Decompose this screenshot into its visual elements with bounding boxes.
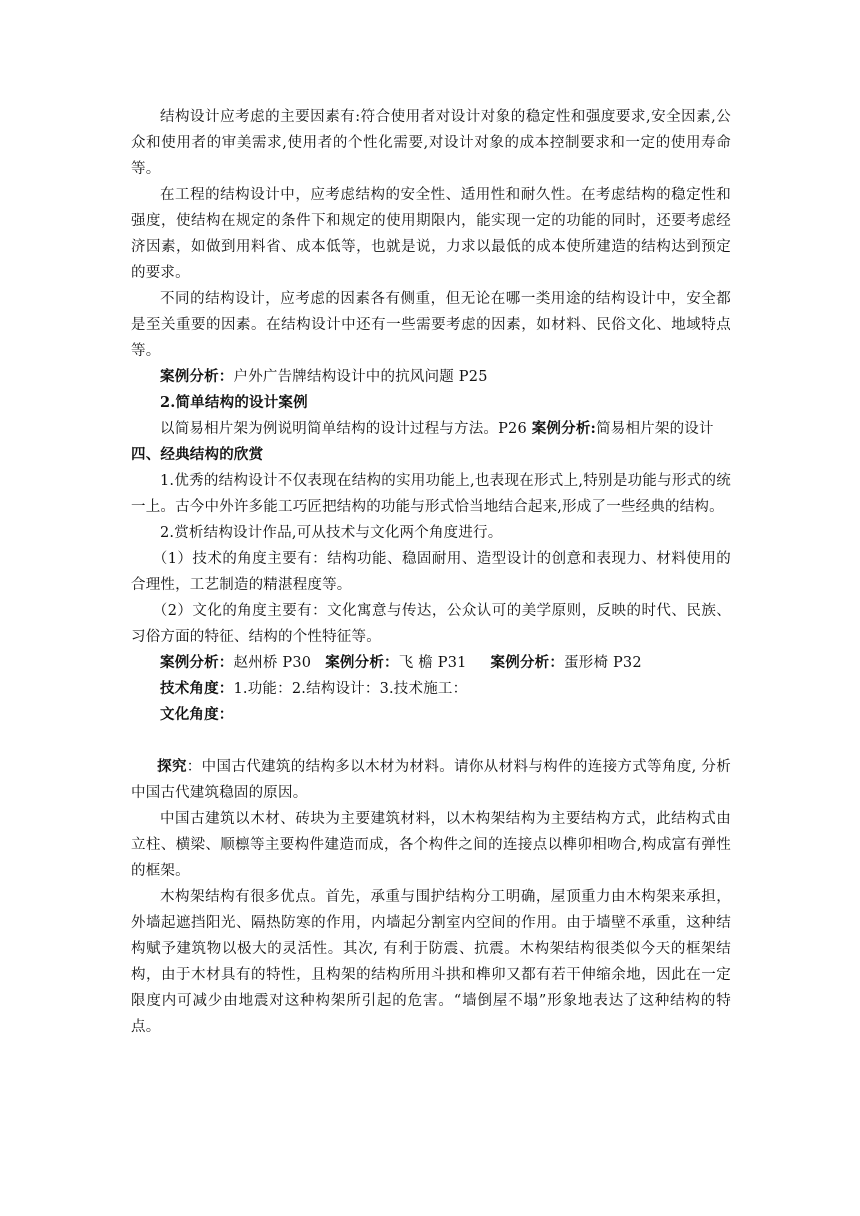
- case-flying-eaves: 飞 檐 P31: [398, 655, 467, 671]
- document-body: [131, 104, 731, 1040]
- paragraph-cultural-angle: （2）文化的角度主要有：文化寓意与传达，公众认可的美学原则，反映的时代、民族、习俗方面的特征、结构的个性特征等。: [131, 603, 731, 645]
- paragraph-classic-design: 1.优秀的结构设计不仅表现在结构的实用功能上,也表现在形式上,特别是功能与形式的统一上。古今中外许多能工巧匠把结构的功能与形式恰当地结合起来,形成了一些经典的结构。: [131, 473, 731, 515]
- paragraph-different-designs: 不同的结构设计，应考虑的因素各有侧重，但无论在哪一类用途的结构设计中，安全都是至关重要的因素。在结构设计中还有一些需要考虑的因素，如材料、民俗文化、地域特点等。: [131, 291, 731, 359]
- paragraph-technical-angle: （1）技术的角度主要有：结构功能、稳固耐用、造型设计的创意和表现力、材料使用的合理性，工艺制造的精湛程度等。: [131, 551, 731, 593]
- cultural-angle-line: [131, 702, 731, 728]
- photo-frame-text: 以简易相片架为例说明简单结构的设计过程与方法。P26: [160, 421, 532, 437]
- case-text: 户外广告牌结构设计中的抗风问题 P25: [233, 369, 488, 385]
- paragraph-wood-frame-advantages: 木构架结构有很多优点。首先，承重与围护结构分工明确，屋顶重力由木构架来承担，外墙起遮挡阳光、隔热防寒的作用，内墙起分割室内空间的作用。由于墙壁不承重，这种结构赋予建筑物以极大的灵活性。其次, 有利于防震、抗震。木构架结构很类似今天的框架结构，由于木材具有的特性，且构架的结构所用斗拱和榫卯又都有若干伸缩余地，因此在一定限度内可减少由地震对这种构架所引起的危害。“墙倒屋不塌”形象地表达了这种结构的特点。: [131, 889, 731, 1035]
- tech-text: 1.功能：2.结构设计：3.技术施工：: [233, 681, 468, 697]
- case-label: 案例分析:: [531, 420, 597, 437]
- case-analysis-billboard: [131, 364, 731, 390]
- explore-label: 探究: [157, 758, 187, 775]
- section-heading-simple-structure: 2.简单结构的设计案例: [160, 394, 308, 411]
- technical-angle-line: [131, 676, 731, 702]
- case-egg-chair: 蛋形椅 P32: [564, 655, 642, 671]
- photo-frame-case: 简易相片架的设计: [596, 421, 714, 437]
- blank-line: [131, 728, 731, 754]
- paragraph-exploration: [131, 754, 731, 806]
- paragraph-ancient-architecture: 中国古建筑以木材、砖块为主要建筑材料，以木构架结构为主要结构方式，此结构式由立柱、横梁、顺檩等主要构件建造而成，各个构件之间的连接点以榫卯相吻合,构成富有弹性的框架。: [131, 811, 731, 879]
- section-heading-classic-structures: 四、经典结构的欣赏: [131, 446, 264, 463]
- case-zhaozhou-bridge: 赵州桥 P30: [233, 655, 312, 671]
- paragraph-design-factors: 结构设计应考虑的主要因素有:符合使用者对设计对象的稳定性和强度要求,安全因素,公众和使用者的审美需求,使用者的个性化需要,对设计对象的成本控制要求和一定的使用寿命等。: [131, 109, 731, 177]
- explore-text: ：中国古代建筑的结构多以木材为材料。请你从材料与构件的连接方式等角度, 分析中国古代建筑稳固的原因。: [131, 759, 731, 801]
- paragraph-appreciation-angles: 2.赏析结构设计作品,可从技术与文化两个角度进行。: [160, 525, 503, 541]
- case-label: 案例分析：: [160, 654, 234, 671]
- case-label: 案例分析：: [490, 654, 565, 671]
- case-label: 案例分析：: [325, 654, 399, 671]
- culture-label: 文化角度：: [160, 706, 234, 723]
- case-label: 案例分析：: [160, 368, 234, 385]
- paragraph-engineering-design: 在工程的结构设计中，应考虑结构的安全性、适用性和耐久性。在考虑结构的稳定性和强度，使结构在规定的条件下和规定的使用期限内，能实现一定的功能的同时，还要考虑经济因素，如做到用料省、成本低等，也就是说，力求以最低的成本使所建造的结构达到预定的要求。: [131, 187, 731, 281]
- tech-label: 技术角度：: [160, 680, 234, 697]
- paragraph-photo-frame: [131, 416, 731, 442]
- case-analysis-row: [131, 650, 731, 676]
